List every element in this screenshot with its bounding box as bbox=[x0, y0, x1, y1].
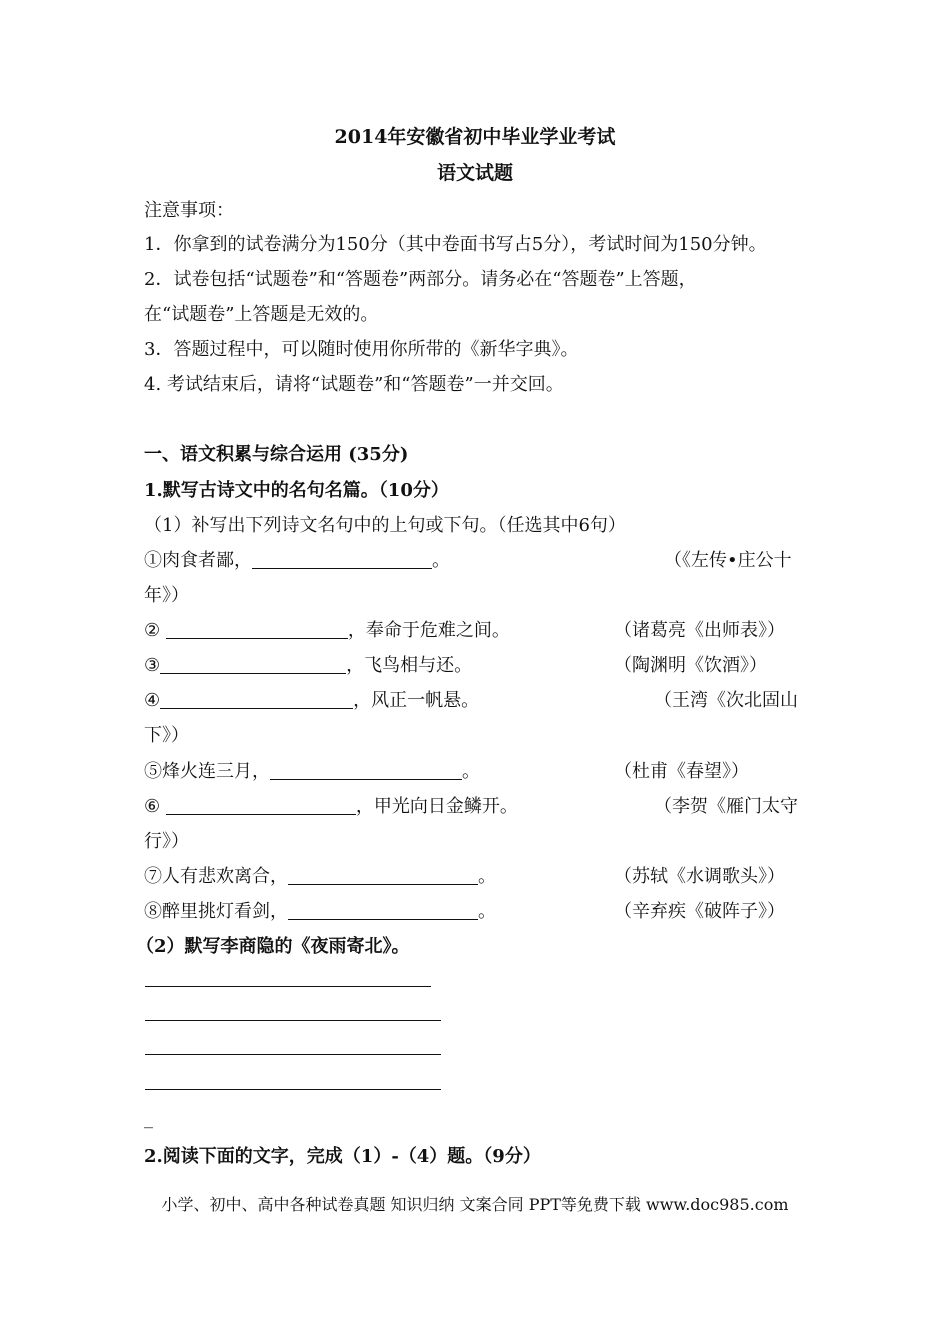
answer-blank[interactable] bbox=[270, 761, 462, 780]
line-source: （王湾《次北固山 bbox=[654, 690, 798, 711]
poem-answer-line[interactable] bbox=[145, 1020, 441, 1021]
line-source: （苏轼《水调歌头》） bbox=[614, 866, 785, 887]
fill-line-8 bbox=[144, 897, 496, 923]
fill-line-3 bbox=[144, 651, 472, 677]
notice-item: 1．你拿到的试卷满分为150分（其中卷面书写占5分），考试时间为150分钟。 bbox=[144, 234, 767, 255]
answer-blank[interactable] bbox=[160, 690, 353, 709]
answer-blank[interactable] bbox=[252, 550, 432, 569]
notice-item: 3．答题过程中，可以随时使用你所带的《新华字典》。 bbox=[144, 339, 579, 360]
fill-line-5 bbox=[144, 757, 480, 783]
line-text: ⑥ bbox=[144, 796, 166, 817]
line-text: 。 bbox=[478, 901, 496, 922]
question-2-heading: 2.阅读下面的文字，完成（1）-（4）题。（9分） bbox=[144, 1146, 541, 1167]
line-source: （辛弃疾《破阵子》） bbox=[614, 901, 785, 922]
line-text: ⑤烽火连三月， bbox=[144, 761, 270, 782]
line-source: （李贺《雁门太守 bbox=[654, 796, 798, 817]
line-source: （《左传•庄公十 bbox=[664, 550, 792, 571]
answer-blank[interactable] bbox=[166, 620, 348, 639]
tail-mark: _ bbox=[144, 1108, 153, 1129]
line-text: ，风正一帆悬。 bbox=[353, 690, 480, 711]
line-source: （杜甫《春望》） bbox=[614, 761, 749, 782]
line-source-cont: 行》） bbox=[144, 831, 189, 852]
exam-subtitle: 语文试题 bbox=[436, 162, 513, 184]
fill-line-4 bbox=[144, 686, 479, 712]
answer-blank[interactable] bbox=[288, 866, 478, 885]
line-text: 。 bbox=[462, 761, 480, 782]
exam-title: 2014年安徽省初中毕业学业考试 bbox=[334, 126, 616, 148]
section-heading: 一、语文积累与综合运用 (35分) bbox=[144, 444, 409, 465]
line-text: 。 bbox=[432, 550, 450, 571]
fill-line-6 bbox=[144, 792, 518, 818]
line-source: （诸葛亮《出师表》） bbox=[614, 620, 785, 641]
line-text: ⑦人有悲欢离合， bbox=[144, 866, 288, 887]
line-text: 。 bbox=[478, 866, 496, 887]
line-text: ，飞鸟相与还。 bbox=[346, 655, 473, 676]
question-1-part2-instruction: （2）默写李商隐的《夜雨寄北》。 bbox=[136, 936, 410, 957]
notice-item: 4. 考试结束后，请将“试题卷”和“答题卷”一并交回。 bbox=[144, 374, 564, 395]
line-text: ② bbox=[144, 620, 166, 641]
question-1-part1-instruction: （1）补写出下列诗文名句中的上句或下句。（任选其中6句） bbox=[144, 515, 626, 536]
notice-item: 2．试卷包括“试题卷”和“答题卷”两部分。请务必在“答题卷”上答题， bbox=[144, 269, 697, 290]
line-text: ，奉命于危难之间。 bbox=[347, 620, 510, 641]
line-text: ④ bbox=[144, 690, 161, 711]
answer-blank[interactable] bbox=[160, 655, 346, 674]
poem-answer-line[interactable] bbox=[145, 1054, 441, 1055]
question-1-heading: 1.默写古诗文中的名句名篇。（10分） bbox=[144, 480, 449, 501]
line-text: ③ bbox=[144, 655, 161, 676]
page-footer: 小学、初中、高中各种试卷真题 知识归纳 文案合同 PPT等免费下载 www.doc985.com bbox=[161, 1195, 789, 1214]
fill-line-7 bbox=[144, 862, 496, 888]
answer-blank[interactable] bbox=[166, 796, 356, 815]
line-source-cont: 年》） bbox=[144, 585, 189, 606]
line-text: ①肉食者鄙， bbox=[144, 550, 252, 571]
poem-answer-line[interactable] bbox=[145, 986, 431, 987]
line-source: （陶渊明《饮酒》） bbox=[614, 655, 767, 676]
line-text: ，甲光向日金鳞开。 bbox=[355, 796, 518, 817]
line-source-cont: 下》） bbox=[144, 725, 189, 746]
fill-line-1 bbox=[144, 546, 450, 572]
line-text: ⑧醉里挑灯看剑， bbox=[144, 901, 288, 922]
notice-heading: 注意事项： bbox=[144, 200, 234, 221]
fill-line-2 bbox=[144, 616, 510, 642]
answer-blank[interactable] bbox=[288, 901, 478, 920]
poem-answer-line[interactable] bbox=[145, 1089, 441, 1090]
notice-item: 在“试题卷”上答题是无效的。 bbox=[144, 304, 379, 325]
